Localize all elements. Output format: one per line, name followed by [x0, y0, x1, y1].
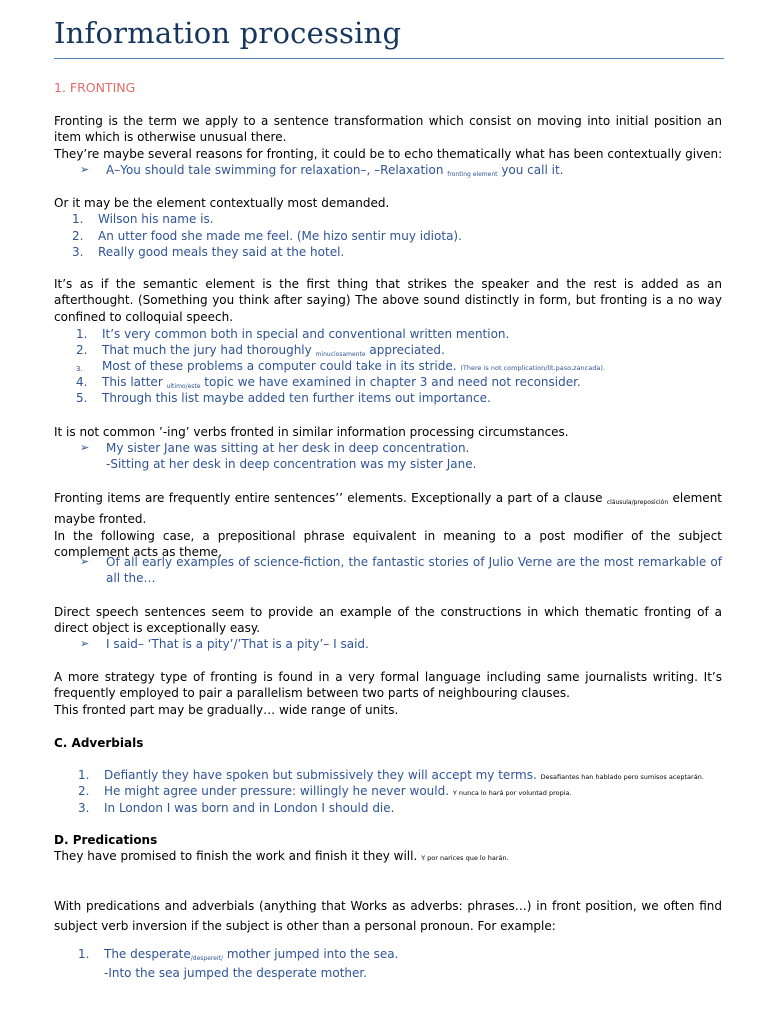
- paragraph-text: It’s as if the semantic element is the first thing that strikes the speaker and the rest is added as an afterthought. (Something you think after saying) The above sound distinctly in form, but fronting is a no way confined to colloquial speech.: [54, 277, 722, 324]
- paragraph-afterthought: [54, 276, 722, 325]
- list-number: 2.: [72, 229, 84, 243]
- list-number: 1.: [78, 947, 90, 961]
- bullet-text-main: A–You should tale swimming for relaxation–, –Relaxation: [106, 163, 444, 177]
- section-heading-fronting: 1. FRONTING: [54, 80, 136, 95]
- bullet-item: [80, 554, 722, 587]
- list-annotation: (There is not complication/lit.paso,zancada).: [460, 364, 605, 372]
- list-number: 3.: [72, 245, 84, 259]
- title-divider: [54, 58, 724, 59]
- paragraph-ing-verbs: [54, 424, 722, 440]
- paragraph-annotation: cláusula/preposición: [606, 499, 669, 506]
- list-text-end: mother jumped into the sea.: [226, 947, 399, 961]
- bullet-text: Of all early examples of science-fiction, the fantastic stories of Julio Verne are the most remarkable of all the…: [106, 555, 722, 586]
- paragraph-text: They’re maybe several reasons for fronting, it could be to echo thematically what has been contextually given:: [54, 146, 723, 161]
- list-text: Wilson his name is.: [98, 212, 214, 226]
- paragraph-text: A more strategy type of fronting is found in a very formal language including same journalists writing. It’s frequently employed to pair a parallelism between two parts of neighbouring clauses.: [54, 670, 722, 701]
- list-text: Through this list maybe added ten further items out importance.: [102, 391, 491, 405]
- paragraph-formal-language: [54, 669, 722, 718]
- list-text: Really good meals they said at the hotel.: [98, 245, 345, 259]
- arrow-bullet-icon: ➢: [80, 555, 90, 568]
- list-text-end: topic we have examined in chapter 3 and need not reconsider.: [204, 375, 581, 389]
- list-number: 5.: [76, 391, 88, 405]
- list-text: [104, 783, 572, 801]
- section-heading-adverbials: [54, 735, 722, 751]
- bullet-text-end: you call it.: [501, 163, 564, 177]
- paragraph-text: Fronting is the term we apply to a sentence transformation which consist on moving into initial position an item which is otherwise unusual there.: [54, 114, 722, 145]
- list-text: -Into the sea jumped the desperate mother.: [104, 966, 368, 980]
- bullet-text: [106, 162, 563, 183]
- paragraph-text: It is not common ’-ing’ verbs fronted in similar information processing circumstances.: [54, 425, 569, 439]
- paragraph-text-main: They have promised to finish the work and finish it they will.: [54, 849, 418, 864]
- bullet-text: I said– ‘That is a pity’/’That is a pity’– I said.: [106, 637, 369, 651]
- list-number: 1.: [76, 327, 88, 341]
- list-annotation: Desafiantes han hablado pero sumisos aceptarán.: [540, 773, 704, 781]
- bullet-text: My sister Jane was sitting at her desk in deep concentration.: [106, 441, 470, 455]
- paragraph-demanded: [54, 195, 722, 211]
- paragraph-text: In the following case, a prepositional phrase equivalent in meaning to a post modifier of the subject complement acts as theme,: [54, 528, 722, 559]
- list-text-main: Defiantly they have spoken but submissively they will accept my terms.: [104, 768, 537, 782]
- paragraph-text: [54, 490, 722, 528]
- arrow-bullet-icon: ➢: [80, 441, 90, 454]
- page-title: Information processing: [54, 16, 402, 50]
- list-text: An utter food she made me feel. (Me hizo sentir muy idiota).: [98, 229, 462, 243]
- list-text: It’s very common both in special and conventional written mention.: [102, 327, 510, 341]
- section-heading-text: C. Adverbials: [54, 736, 144, 750]
- list-number: 4.: [76, 375, 88, 389]
- paragraph-entire-sentences: [54, 490, 722, 560]
- paragraph-direct-speech: [54, 604, 722, 637]
- paragraph-intro: [54, 113, 722, 162]
- arrow-bullet-icon: ➢: [80, 637, 90, 650]
- paragraph-text: Direct speech sentences seem to provide an example of the constructions in which thematic fronting of a direct object is exceptionally easy.: [54, 605, 722, 636]
- list-text-main: The desperate: [104, 947, 191, 961]
- list-text-main: This latter: [102, 375, 163, 389]
- paragraph-inversion: [54, 896, 722, 936]
- bullet-text: -Sitting at her desk in deep concentration was my sister Jane.: [106, 457, 477, 471]
- list-number: 2.: [76, 343, 88, 357]
- paragraph-text-main: Fronting items are frequently entire sentences’’ elements. Exceptionally a part of a clause: [54, 491, 603, 505]
- list-annotation: Y nunca lo hará por voluntad propia.: [452, 789, 572, 797]
- paragraph-text: This fronted part may be gradually… wide range of units.: [54, 702, 399, 717]
- bullet-annotation: fronting element: [447, 171, 498, 178]
- list-annotation: /despereit/: [190, 955, 223, 962]
- list-text-main: Most of these problems a computer could take in its stride.: [102, 359, 457, 373]
- list-annotation: ultimo/este: [166, 383, 201, 390]
- paragraph-annotation: Y por narices que lo harán.: [421, 854, 509, 863]
- list-number: 3.: [78, 801, 90, 815]
- list-annotation: minuciosamente: [315, 351, 366, 358]
- arrow-bullet-icon: ➢: [80, 163, 90, 176]
- paragraph-text-end: element maybe fronted.: [54, 491, 722, 527]
- list-text-main: That much the jury had thoroughly: [102, 343, 312, 357]
- list-number: 3.: [76, 365, 83, 373]
- section-heading-text: D. Predications: [54, 833, 158, 847]
- list-number: 1.: [72, 212, 84, 226]
- list-text-main: He might agree under pressure: willingly he never would.: [104, 784, 450, 798]
- list-text-end: appreciated.: [369, 343, 445, 357]
- list-number: 1.: [78, 768, 90, 782]
- paragraph-text: With predications and adverbials (anything that Works as adverbs: phrases…) in front position, we often find subject verb inversion if the subject is other than a personal pronoun. For example:: [54, 899, 722, 933]
- paragraph-text: [54, 848, 722, 866]
- section-predications: [54, 832, 722, 867]
- list-text: In London I was born and in London I should die.: [104, 801, 395, 815]
- paragraph-text: Or it may be the element contextually most demanded.: [54, 196, 390, 210]
- list-number: 2.: [78, 784, 90, 798]
